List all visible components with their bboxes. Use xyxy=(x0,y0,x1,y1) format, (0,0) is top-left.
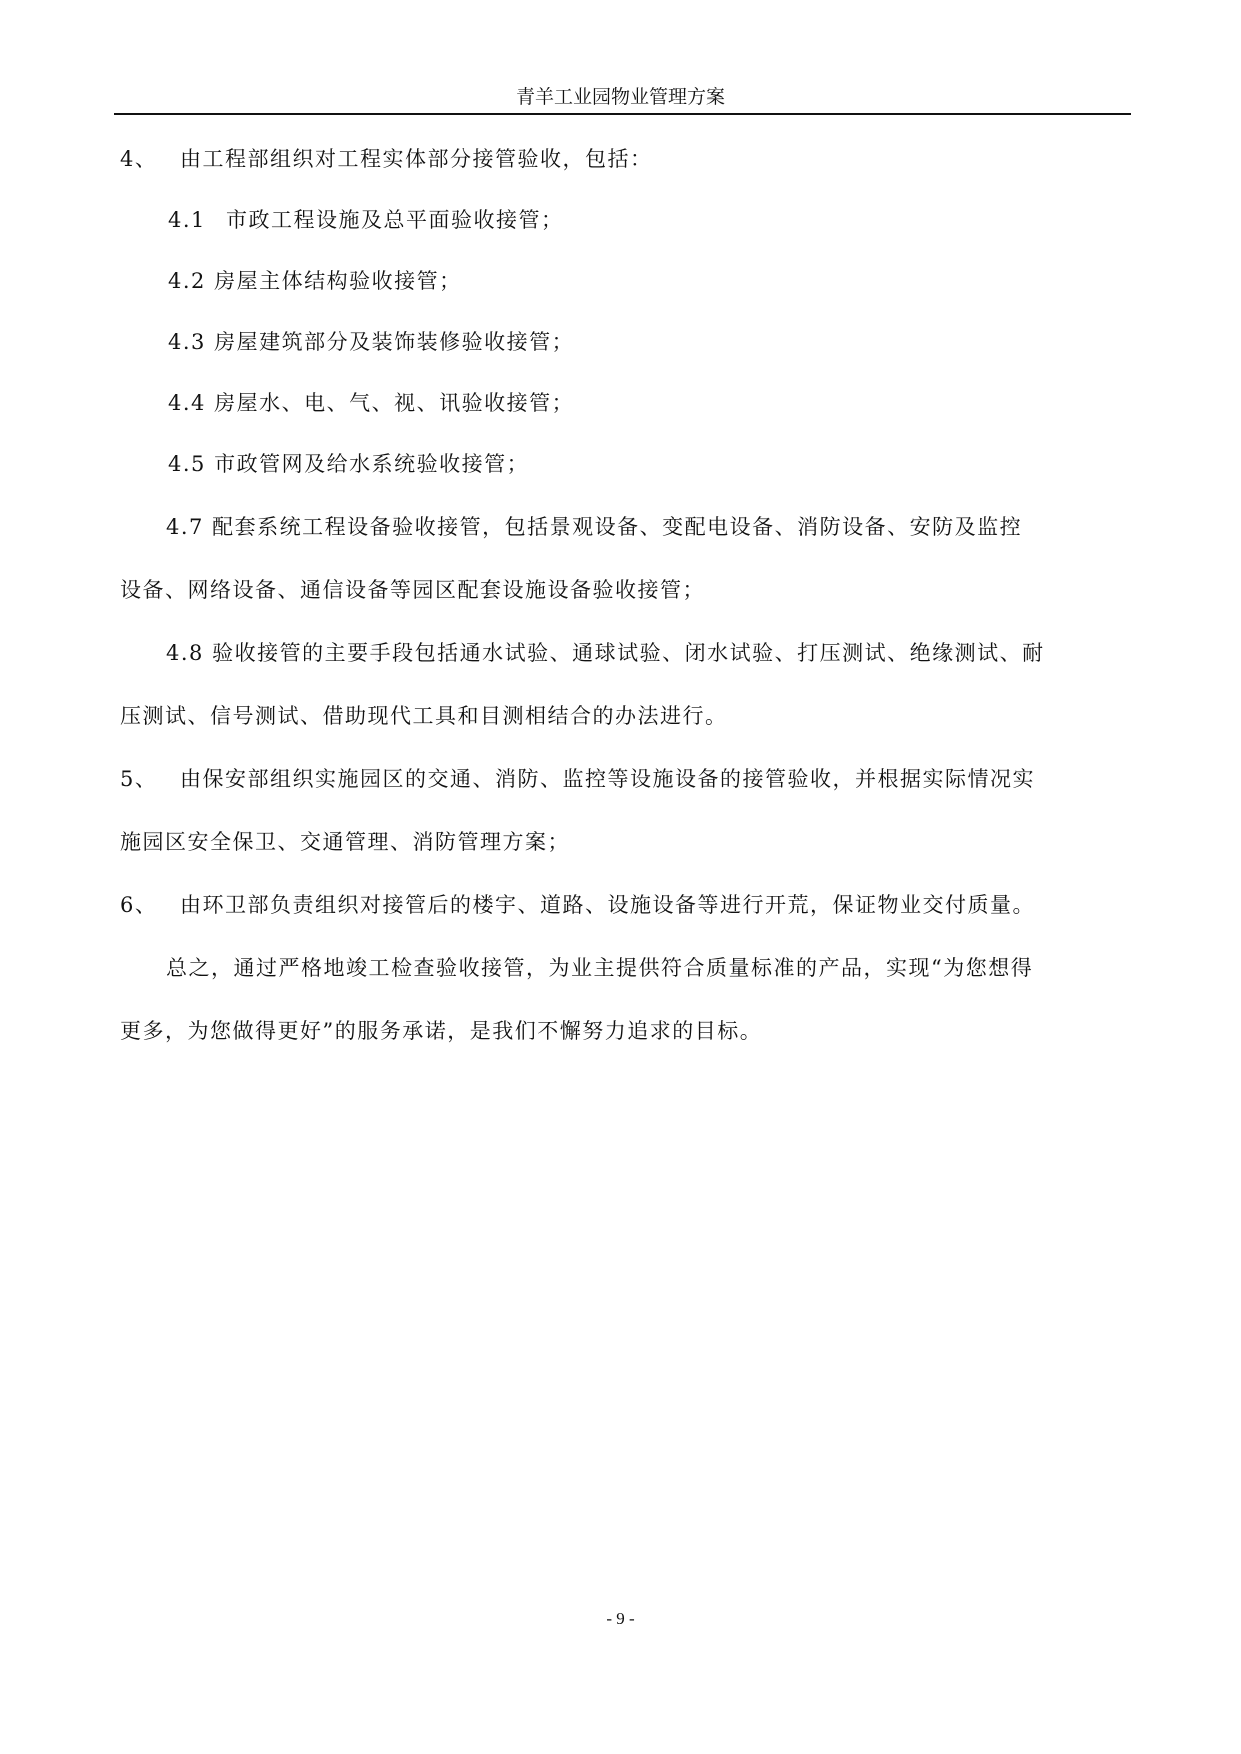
list-item-text: 由保安部组织实施园区的交通、消防、监控等设施设备的接管验收，并根据实际情况实 xyxy=(180,767,1035,791)
sub-item-text: 市政工程设施及总平面验收接管； xyxy=(226,208,564,232)
list-item-6 xyxy=(120,890,1035,920)
header-title: 青羊工业园物业管理方案 xyxy=(515,87,725,108)
list-item-number: 5、 xyxy=(120,767,158,791)
paragraph-line: 更多，为您做得更好”的服务承诺，是我们不懈努力追求的目标。 xyxy=(120,1019,763,1043)
paragraph-line: 4.8 验收接管的主要手段包括通水试验、通球试验、闭水试验、打压测试、绝缘测试、耐 xyxy=(166,641,1045,665)
paragraph-line: 设备、网络设备、通信设备等园区配套设施设备验收接管； xyxy=(120,578,705,602)
paragraph-line: 压测试、信号测试、借助现代工具和目测相结合的办法进行。 xyxy=(120,704,728,728)
sub-item-4-1 xyxy=(168,205,564,235)
list-item-number: 4、 xyxy=(120,147,158,171)
header-divider xyxy=(114,113,1131,115)
list-item-number: 6、 xyxy=(120,893,158,917)
paragraph-line: 总之，通过严格地竣工检查验收接管，为业主提供符合质量标准的产品，实现“为您想得 xyxy=(166,956,1034,980)
list-item-text: 由工程部组织对工程实体部分接管验收，包括： xyxy=(180,147,653,171)
sub-item-4-4: 4.4 房屋水、电、气、视、讯验收接管； xyxy=(168,391,575,415)
paragraph-line xyxy=(120,764,1035,794)
list-item-text: 由环卫部负责组织对接管后的楼宇、道路、设施设备等进行开荒，保证物业交付质量。 xyxy=(180,893,1035,917)
sub-item-4-5: 4.5 市政管网及给水系统验收接管； xyxy=(168,452,530,476)
list-item-4 xyxy=(120,144,653,174)
paragraph-line: 4.7 配套系统工程设备验收接管，包括景观设备、变配电设备、消防设备、安防及监控 xyxy=(166,515,1023,539)
page-number: - 9 - xyxy=(606,1609,635,1628)
sub-item-number: 4.1 xyxy=(168,208,206,232)
sub-item-4-2: 4.2 房屋主体结构验收接管； xyxy=(168,269,462,293)
sub-item-4-3: 4.3 房屋建筑部分及装饰装修验收接管； xyxy=(168,330,575,354)
paragraph-line: 施园区安全保卫、交通管理、消防管理方案； xyxy=(120,830,570,854)
